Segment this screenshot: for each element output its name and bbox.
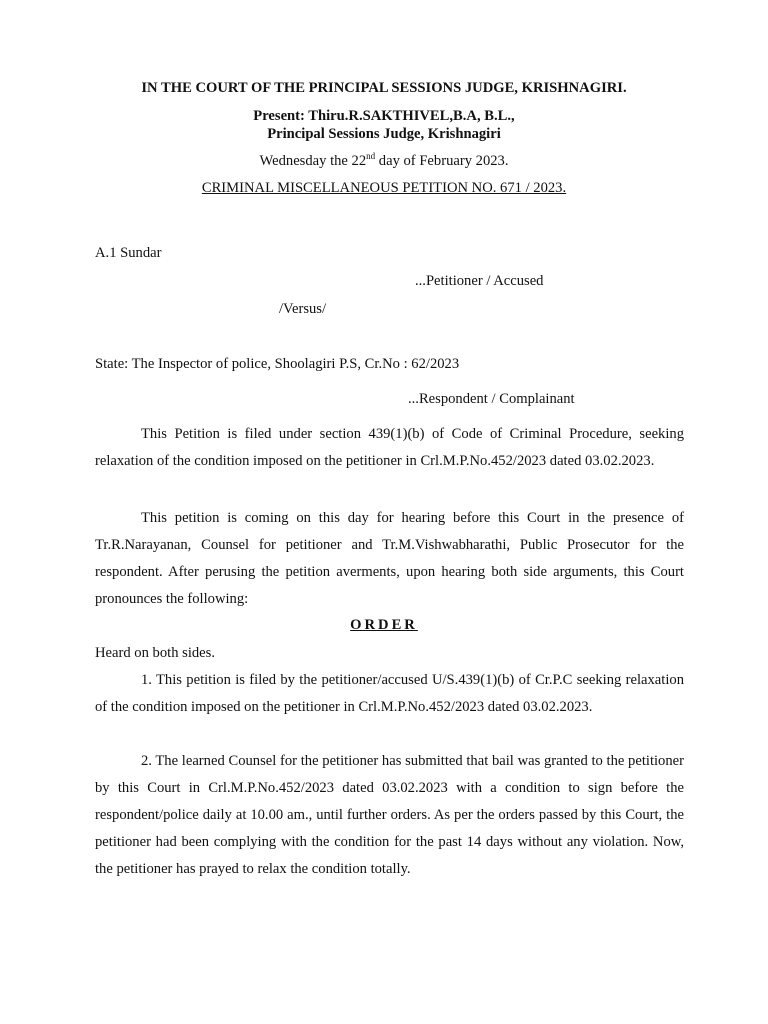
date-prefix: Wednesday the 22 bbox=[259, 153, 367, 169]
order-point-1: 1. This petition is filed by the petitioner/accused U/S.439(1)(b) of Cr.P.C seeking relaxation of the condition imposed on the petitioner in Crl.M.P.No.452/2023 dated 03.02.2023. bbox=[95, 672, 684, 715]
petitioner-role: ...Petitioner / Accused bbox=[415, 273, 544, 289]
petition-paragraph: This Petition is filed under section 439(1)(b) of Code of Criminal Procedure, seeking relaxation of the condition imposed on the petitioner in Crl.M.P.No.452/2023 dated 03.02.2023. bbox=[95, 426, 684, 469]
present-line-2: Principal Sessions Judge, Krishnagiri bbox=[267, 126, 501, 142]
date-suffix: day of February 2023. bbox=[375, 153, 509, 169]
court-heading: IN THE COURT OF THE PRINCIPAL SESSIONS JUDGE, KRISHNAGIRI. bbox=[141, 80, 627, 96]
versus-label: /Versus/ bbox=[279, 301, 327, 317]
hearing-paragraph: This petition is coming on this day for hearing before this Court in the presence of Tr.R.Narayanan, Counsel for petitioner and Tr.M.Vishwabharathi, Public Prosecutor for the respondent. After perusing the petition averments, upon hearing both side arguments, this Court pronounces the following: bbox=[95, 510, 684, 607]
petitioner-name: A.1 Sundar bbox=[95, 245, 162, 261]
order-point-2: 2. The learned Counsel for the petitioner has submitted that bail was granted to the petitioner by this Court in Crl.M.P.No.452/2023 dated 03.02.2023 with a condition to sign before the respondent/police daily at 10.00 am., until further orders. As per the orders passed by this Court, the petitioner had been complying with the condition for the past 14 days without any violation. Now, the petitioner has prayed to relax the condition totally. bbox=[95, 753, 684, 877]
order-title: ORDER bbox=[350, 617, 418, 633]
heard-line: Heard on both sides. bbox=[95, 645, 215, 661]
date-ordinal: nd bbox=[366, 151, 376, 161]
respondent-name: State: The Inspector of police, Shoolagiri P.S, Cr.No : 62/2023 bbox=[95, 356, 460, 372]
present-line-1: Present: Thiru.R.SAKTHIVEL,B.A, B.L., bbox=[253, 108, 515, 124]
petition-number: CRIMINAL MISCELLANEOUS PETITION NO. 671 / 2023. bbox=[201, 180, 567, 196]
hearing-date bbox=[0, 153, 768, 170]
respondent-role: ...Respondent / Complainant bbox=[408, 391, 575, 407]
